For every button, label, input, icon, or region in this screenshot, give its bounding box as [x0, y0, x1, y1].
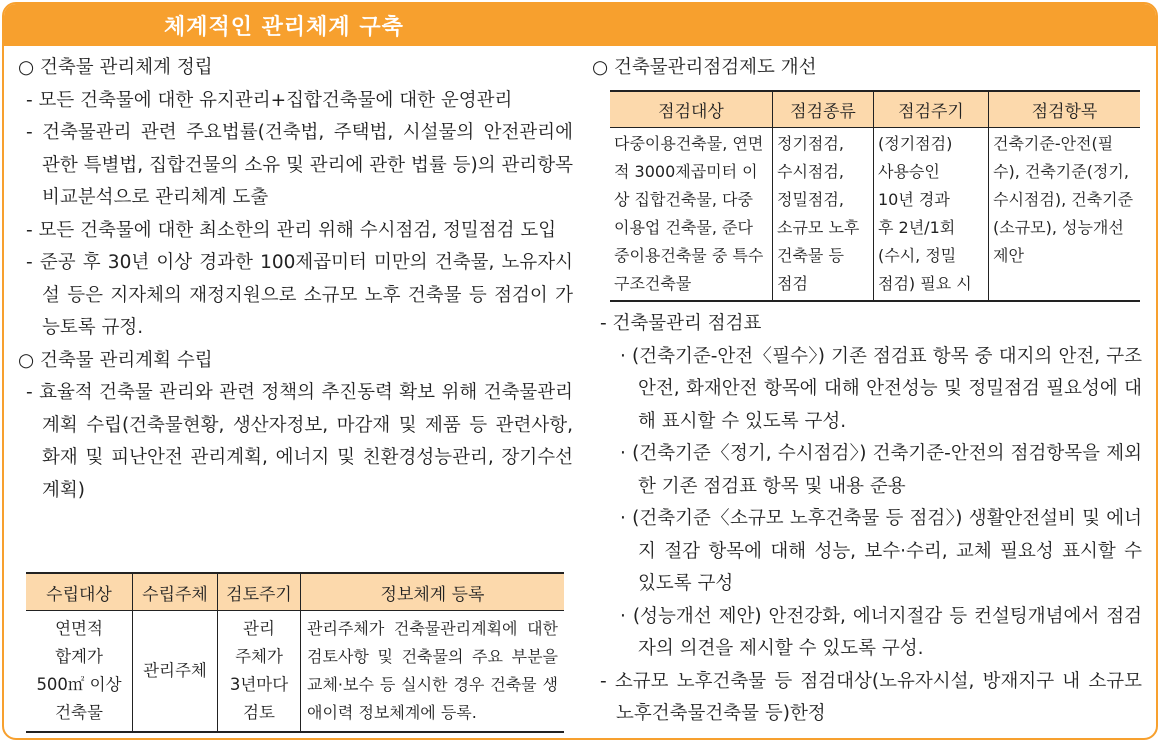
table-cell: 관리주체가 건축물관리계획에 대한 검토사항 및 건축물의 주요 부분을 교체·보수 등 실시한 경우 건축물 생애이력 정보체계에 등록.	[301, 611, 565, 733]
table-header-cell: 점검주기	[874, 91, 989, 128]
table-cell: 정기점검, 수시점검, 정밀점검, 소규모 노후 건축물 등 점검	[773, 128, 874, 302]
management-plan-table	[26, 572, 564, 733]
inspection-table	[610, 90, 1140, 302]
table-header-cell: 검토주기	[218, 573, 301, 611]
left-column	[18, 52, 573, 507]
table-header-cell: 점검항목	[989, 91, 1141, 128]
list-item: - 건축물관리 관련 주요법률(건축법, 주택법, 시설물의 안전관리에 관한 특별법, 집합건물의 소유 및 관리에 관한 법률 등)의 관리항목 비교분석으로 관리체계 도출	[26, 122, 573, 208]
list-item: - 모든 건축물에 대한 최소한의 관리 위해 수시점검, 정밀점검 도입	[26, 219, 557, 241]
table-header-cell: 점검대상	[610, 91, 773, 128]
bullet-item: · (건축기준〈소규모 노후건축물 등 점검〉) 생활안전설비 및 에너지 절감 항목에 대해 성능, 보수·수리, 교체 필요성 표시할 수 있도록 구성	[620, 508, 1142, 594]
list-item: - 준공 후 30년 이상 경과한 100제곱미터 미만의 건축물, 노유자시설 등은 지자체의 재정지원으로 소규모 노후 건축물 등 점검이 가능토록 규정.	[26, 252, 573, 338]
list-item: - 모든 건축물에 대한 유지관리+집합건축물에 대한 운영관리	[26, 89, 513, 111]
table-cell: 건축기준-안전(필수), 건축기준(정기, 수시점검), 건축기준(소규모), 성능개선 제안	[989, 128, 1141, 302]
list-item: - 소규모 노후건축물 등 점검대상(노유자시설, 방재지구 내 소규모노후건축물건축물 등)한정	[600, 670, 1142, 724]
list-item: - 효율적 건축물 관리와 관련 정책의 추진동력 확보 위해 건축물관리계획 수립(건축물현황, 생산자정보, 마감재 및 제품 등 관련사항, 화재 및 피난안전 관리계획, 에너지 및 친환경성능관리, 장기수선계획)	[26, 382, 573, 501]
table-cell: 관리 주체가 3년마다 검토	[218, 611, 301, 733]
bullet-item: · (성능개선 제안) 안전강화, 에너지절감 등 컨설팅개념에서 점검자의 의견을 제시할 수 있도록 구성.	[620, 605, 1142, 659]
bullet-item: · (건축기준〈정기, 수시점검〉) 건축기준-안전의 점검항목을 제외한 기존 점검표 항목 및 내용 준용	[620, 443, 1142, 497]
table-header-row	[610, 91, 1140, 128]
section-heading-management-system: ○ 건축물 관리체계 정립	[18, 57, 213, 78]
table-header-cell: 점검종류	[773, 91, 874, 128]
section-heading-management-plan: ○ 건축물 관리계획 수립	[18, 349, 213, 371]
table-cell: 다중이용건축물, 연면적 3000제곱미터 이상 집합건축물, 다중이용업 건축물, 준다중이용건축물 중 특수구조건축물	[614, 134, 764, 293]
table-cell: 연면적 합계가 500㎡ 이상 건축물	[36, 619, 122, 722]
right-column-lower	[592, 308, 1142, 731]
table-cell: (정기점검) 사용승인 10년 경과 후 2년/1회 (수시, 정밀 점검) 필요 시	[874, 128, 989, 302]
table-row	[610, 128, 1140, 302]
right-column	[592, 52, 1142, 85]
table-row	[26, 611, 564, 733]
table-header-cell: 수립대상	[26, 573, 133, 611]
table-header-row	[26, 573, 564, 611]
section-heading-inspection-system: ○ 건축물관리점검제도 개선	[592, 57, 817, 78]
table-header-cell: 정보체계 등록	[301, 573, 565, 611]
table-cell: 관리주체	[133, 611, 218, 733]
bullet-item: · (건축기준-안전〈필수〉) 기존 점검표 항목 중 대지의 안전, 구조안전, 화재안전 항목에 대해 안전성능 및 정밀점검 필요성에 대해 표시할 수 있도록 구성.	[620, 345, 1142, 432]
title-bar	[4, 4, 1156, 46]
list-item: - 건축물관리 점검표	[600, 313, 762, 334]
table-header-cell: 수립주체	[133, 573, 218, 611]
page-title: 체계적인 관리체계 구축	[164, 15, 404, 40]
